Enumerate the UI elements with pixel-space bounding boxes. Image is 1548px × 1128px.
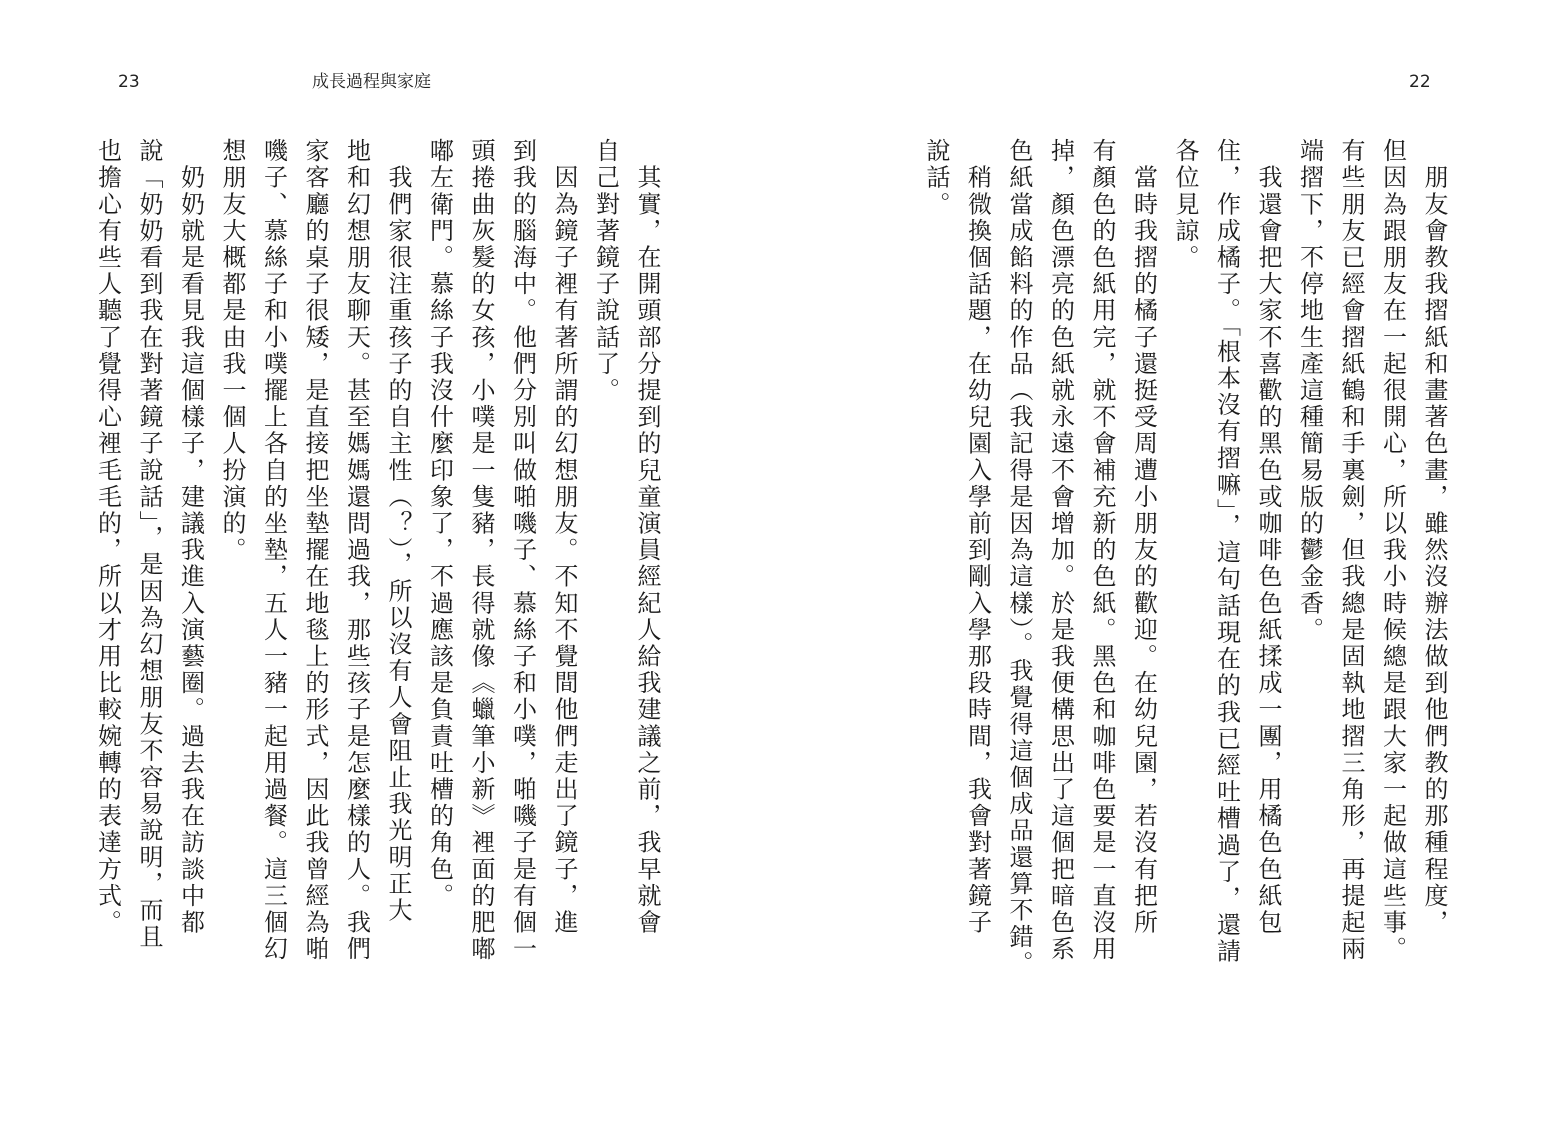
- text-line: 奶奶就是看見我這個樣子，建議我進入演藝圈。過去我在訪談中都: [176, 138, 205, 936]
- text-line: 地和幻想朋友聊天。甚至媽媽還問過我，那些孩子是怎麼樣的人。我們: [342, 138, 371, 963]
- text-line: 嘰子、慕絲子和小噗擺上各自的坐墊，五人一豬一起用過餐。這三個幻: [259, 138, 288, 963]
- text-line: 想朋友大概都是由我一個人扮演的。: [218, 138, 246, 564]
- text-line: 家客廳的桌子很矮，是直接把坐墊擺在地毯上的形式，因此我曾經為啪: [301, 138, 329, 963]
- left-page-body: [93, 138, 667, 963]
- text-line: 自己對著鏡子說話了。: [591, 138, 620, 404]
- text-line: 但因為跟朋友在一起很開心，所以我小時候總是跟大家一起做這些事。: [1378, 138, 1407, 963]
- text-line: 掉，顏色漂亮的色紙就永遠不會增加。於是我便構思出了這個把暗色系: [1046, 138, 1075, 963]
- page-number-right: 22: [1409, 72, 1431, 92]
- text-line: 說話。: [922, 138, 950, 218]
- text-line: 端摺下，不停地生產這種簡易版的鬱金香。: [1295, 138, 1324, 644]
- text-line: 住，作成橘子。「根本沒有摺嘛」，這句話現在的我已經吐槽過了，還請: [1212, 138, 1241, 966]
- text-line: 稍微換個話題，在幼兒園入學前到剛入學那段時間，我會對著鏡子: [963, 138, 992, 936]
- text-line: 我還會把大家不喜歡的黑色或咖啡色色紙揉成一團，用橘色色紙包: [1254, 138, 1282, 936]
- text-line: 嘟左衛門。慕絲子我沒什麼印象了，不過應該是負責吐槽的角色。: [425, 138, 454, 910]
- text-line: 我們家很注重孩子的自主性（？），所以沒有人會阻止我光明正大: [384, 138, 412, 924]
- text-line: 有些朋友已經會摺紙鶴和手裏劍，但我總是固執地摺三角形，再提起兩: [1337, 138, 1365, 963]
- text-line: 也擔心有些人聽了覺得心裡毛毛的，所以才用比較婉轉的表達方式。: [93, 138, 122, 936]
- text-line: 朋友會教我摺紙和畫著色畫，雖然沒辦法做到他們教的那種程度，: [1420, 138, 1448, 936]
- text-line: 有顏色的色紙用完，就不會補充新的色紙。黑色和咖啡色要是一直沒用: [1088, 138, 1116, 963]
- text-line: 當時我摺的橘子還挺受周遭小朋友的歡迎。在幼兒園，若沒有把所: [1129, 138, 1158, 936]
- text-line: 到我的腦海中。他們分別叫做啪嘰子、慕絲子和小噗，啪嘰子是有個一: [508, 138, 537, 963]
- page-number-left: 23: [118, 72, 140, 92]
- text-line: 其實，在開頭部分提到的兒童演員經紀人給我建議之前，我早就會: [633, 138, 661, 936]
- right-page-body: [884, 138, 1454, 978]
- text-line: 各位見諒。: [1171, 138, 1199, 271]
- text-line: 因為鏡子裡有著所謂的幻想朋友。不知不覺間他們走出了鏡子，進: [550, 138, 578, 936]
- text-line: 色紙當成餡料的作品（我記得是因為這樣）。我覺得這個成品還算不錯。: [1005, 138, 1033, 978]
- text-line: 說「奶奶看到我在對著鏡子說話」，是因為幻想朋友不容易說明，而且: [135, 138, 163, 951]
- text-line: 頭捲曲灰髮的女孩，小噗是一隻豬，長得就像《蠟筆小新》裡面的肥嘟: [467, 138, 495, 963]
- running-header-title: 成長過程與家庭: [312, 72, 431, 92]
